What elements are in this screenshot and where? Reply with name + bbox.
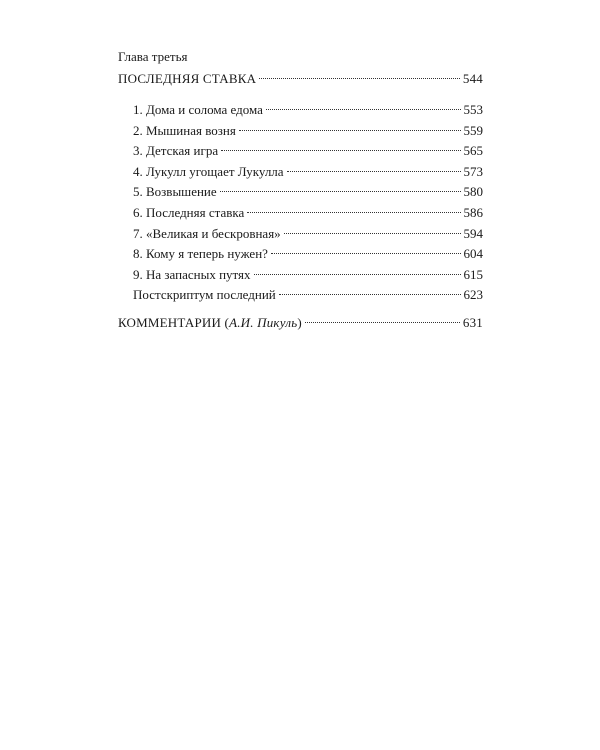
- dot-leader: [239, 130, 461, 131]
- comments-title: [118, 313, 302, 332]
- dot-leader: [279, 294, 461, 295]
- toc-entry[interactable]: [118, 203, 483, 222]
- entry-page-number: 573: [463, 163, 483, 179]
- toc-entry[interactable]: [118, 141, 483, 160]
- dot-leader: [254, 274, 461, 275]
- entry-title: 6. Последняя ставка: [133, 204, 245, 220]
- comments-paren-open: (: [224, 314, 230, 330]
- entry-page-number: 623: [463, 287, 483, 303]
- table-of-contents: [118, 47, 483, 332]
- entry-title: 8. Кому я теперь нужен?: [133, 246, 268, 262]
- entry-page-number: 586: [463, 204, 483, 220]
- comments-page-number: 631: [462, 314, 483, 330]
- entry-title: 2. Мышиная возня: [133, 122, 236, 138]
- dot-leader: [220, 191, 461, 192]
- dot-leader: [266, 109, 461, 110]
- toc-entry[interactable]: [118, 162, 483, 181]
- toc-part-row[interactable]: [118, 69, 483, 88]
- entry-page-number: 553: [463, 102, 483, 117]
- part-title: ПОСЛЕДНЯЯ СТАВКА: [118, 71, 257, 86]
- chapter-label: Глава третья: [118, 49, 188, 64]
- entry-title: Постскриптум последний: [133, 287, 276, 303]
- entry-page-number: 559: [463, 122, 483, 138]
- dot-leader: [284, 233, 461, 234]
- toc-entry[interactable]: [118, 265, 483, 284]
- toc-comments-row[interactable]: [118, 313, 483, 332]
- comments-author: А.И. Пикуль: [229, 314, 298, 330]
- entry-title: 3. Детская игра: [133, 143, 219, 159]
- comments-paren-close: ): [297, 314, 302, 330]
- entry-title: 5. Возвышение: [133, 184, 217, 200]
- entry-title: 9. На запасных путях: [133, 266, 251, 282]
- toc-entry[interactable]: [118, 224, 483, 243]
- dot-leader: [271, 253, 461, 254]
- toc-entry[interactable]: [118, 121, 483, 140]
- toc-entry[interactable]: [118, 100, 483, 119]
- entry-page-number: 615: [463, 266, 483, 282]
- part-page-number: 544: [462, 71, 483, 86]
- entry-page-number: 604: [463, 246, 483, 262]
- entry-page-number: 594: [463, 225, 483, 241]
- entry-title: 4. Лукулл угощает Лукулла: [133, 163, 284, 179]
- toc-entry[interactable]: [118, 285, 483, 304]
- dot-leader: [259, 78, 460, 79]
- comments-label: КОММЕНТАРИИ: [118, 314, 222, 330]
- toc-entry[interactable]: [118, 244, 483, 263]
- dot-leader: [247, 212, 460, 213]
- toc-entry[interactable]: [118, 182, 483, 201]
- entry-title: 1. Дома и солома едома: [133, 102, 263, 117]
- entry-page-number: 565: [463, 143, 483, 159]
- entry-title: 7. «Великая и бескровная»: [133, 225, 281, 241]
- dot-leader: [305, 322, 460, 323]
- entry-page-number: 580: [463, 184, 483, 200]
- dot-leader: [221, 150, 460, 151]
- dot-leader: [287, 171, 461, 172]
